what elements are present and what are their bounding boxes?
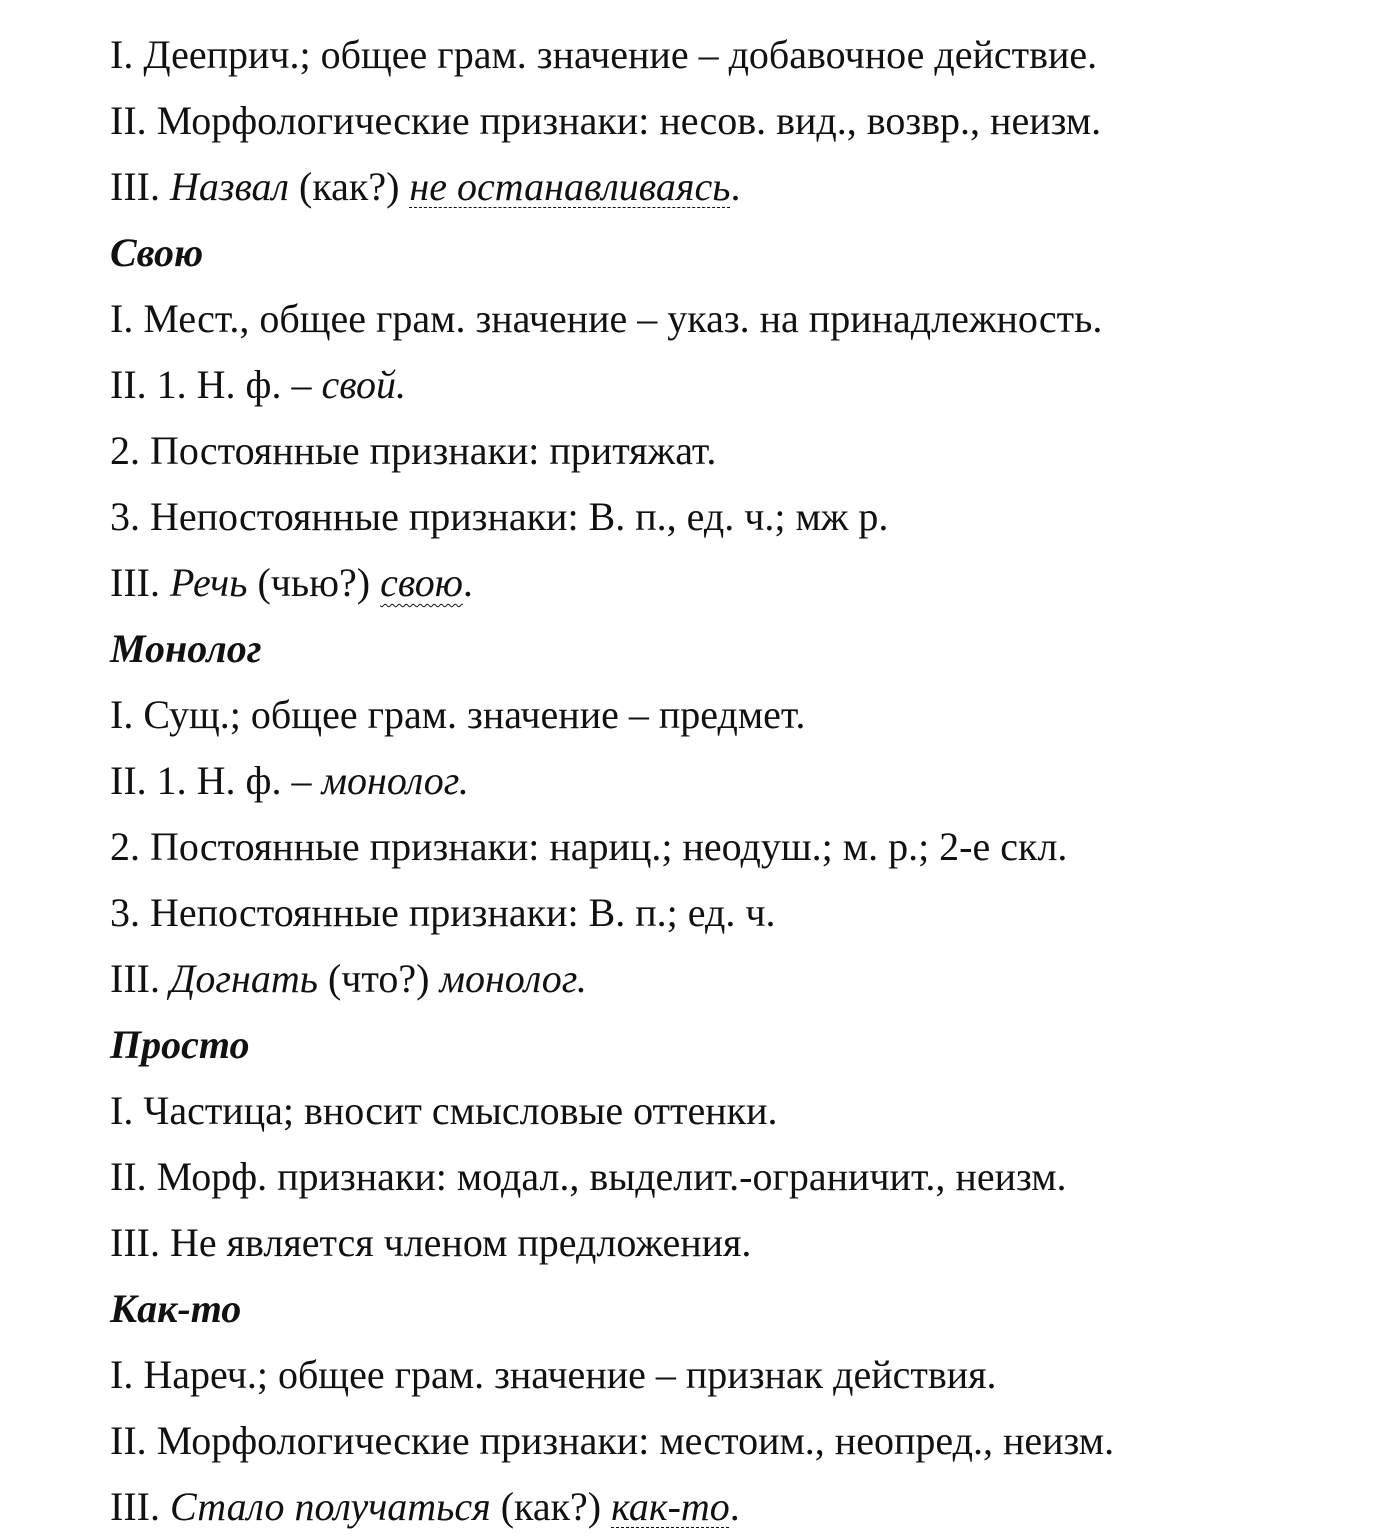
text-line (110, 946, 1370, 1012)
line-end: . (730, 164, 741, 209)
question: (что?) (317, 956, 440, 1001)
parsed-word-underlined: как-то (611, 1484, 730, 1529)
line-prefix: III. (110, 164, 170, 209)
text-line: I. Дееприч.; общее грам. значение – добавочное действие. (110, 32, 1098, 77)
question: (как?) (490, 1484, 612, 1529)
word-heading: Монолог (110, 626, 262, 671)
text-line: II. Морфологические признаки: местоим., неопред., неизм. (110, 1418, 1115, 1463)
word-heading: Просто (110, 1022, 250, 1067)
text-line: II. Морфологические признаки: несов. вид., возвр., неизм. (110, 98, 1102, 143)
text-line: I. Нареч.; общее грам. значение – признак действия. (110, 1352, 997, 1397)
text-line (110, 550, 1370, 616)
text-line: I. Сущ.; общее грам. значение – предмет. (110, 692, 806, 737)
line-prefix: III. (110, 956, 170, 1001)
text-line: 2. Постоянные признаки: притяжат. (110, 428, 717, 473)
text-line: 3. Непостоянные признаки: В. п., ед. ч.; мж р. (110, 494, 889, 539)
text-line: 3. Непостоянные признаки: В. п.; ед. ч. (110, 890, 776, 935)
text-line: I. Мест., общее грам. значение – указ. на принадлежность. (110, 296, 1103, 341)
question: (как?) (289, 164, 410, 209)
text-line: I. Частица; вносит смысловые оттенки. (110, 1088, 778, 1133)
document-page (110, 22, 1370, 1540)
line-prefix: II. 1. Н. ф. – (110, 758, 322, 803)
text-line (110, 154, 1370, 220)
initial-form: монолог. (321, 758, 469, 803)
parsed-word-underlined: не останавливаясь (409, 164, 731, 209)
text-line: II. Морф. признаки: модал., выделит.-ограничит., неизм. (110, 1154, 1067, 1199)
text-line (110, 352, 1370, 418)
line-end: . (729, 1484, 740, 1529)
main-word: Догнать (169, 956, 318, 1001)
line-prefix: II. 1. Н. ф. – (110, 362, 322, 407)
line-prefix: III. (110, 1484, 170, 1529)
line-end: . (462, 560, 473, 605)
text-line: 2. Постоянные признаки: нариц.; неодуш.; м. р.; 2-е скл. (110, 824, 1068, 869)
main-word: Речь (169, 560, 248, 605)
word-heading: Свою (110, 230, 204, 275)
question: (чью?) (247, 560, 381, 605)
initial-form: свой. (321, 362, 407, 407)
parsed-word: монолог. (439, 956, 587, 1001)
main-word: Назвал (169, 164, 289, 209)
text-line: III. Не является членом предложения. (110, 1220, 752, 1265)
text-line (110, 748, 1370, 814)
main-word: Стало получаться (169, 1484, 491, 1529)
text-line (110, 1474, 1370, 1540)
parsed-word-underlined: свою (380, 560, 463, 605)
line-prefix: III. (110, 560, 170, 605)
word-heading: Как-то (110, 1286, 242, 1331)
